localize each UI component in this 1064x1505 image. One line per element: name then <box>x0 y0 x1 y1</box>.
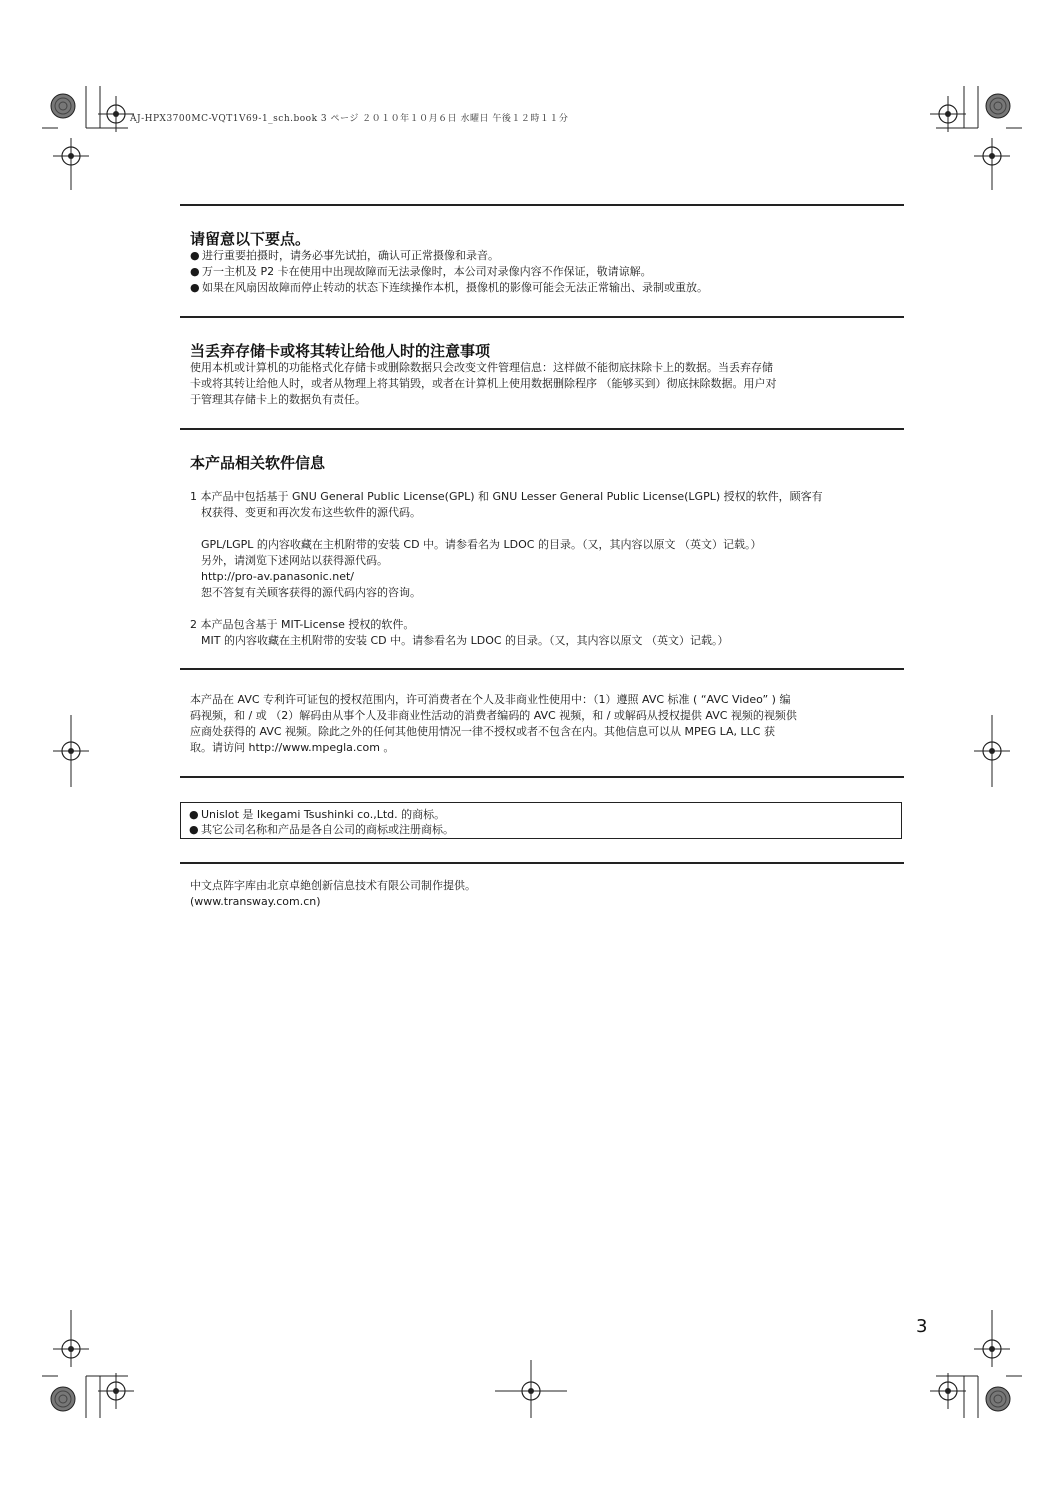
software-item-1: 1 本产品中包括基于 GNU General Public License(GPL) 和 GNU Lesser General Public License(LGPL) 授权的软件，顾客有 权获得、变更和再次发布这些软件的源代码。 <box>190 490 823 519</box>
list-item: ● 其它公司名称和产品是各自公司的商标或注册商标。 <box>189 823 454 836</box>
software-item-1-detail: GPL/LGPL 的内容收藏在主机附带的安装 CD 中。请参看名为 LDOC 的目录。（又，其内容以原文 （英文）记载。） 另外，请浏览下述网站以获得源代码。 http://pro-av.panasonic.net/ 恕不答复有关顾客获得的源代码内容的咨询。 <box>201 538 762 599</box>
list-item: ● 进行重要拍摄时，请务必事先试拍，确认可正常摄像和录音。 <box>190 249 499 262</box>
disposal-text: 使用本机或计算机的功能格式化存储卡或删除数据只会改变文件管理信息：这样做不能彻底抹除卡上的数据。当丢弃存储 卡或将其转让给他人时，或者从物理上将其销毁，或者在计算机上使用数据删除程序 （能够买到）彻底抹除数据。用户对 于管理其存储卡上的数据负有责任。 <box>190 361 777 406</box>
software-item-2: 2 本产品包含基于 MIT-License 授权的软件。 MIT 的内容收藏在主机附带的安装 CD 中。请参看名为 LDOC 的目录。（又，其内容以原文 （英文）记载。） <box>190 618 729 647</box>
bullet-icon: ● <box>190 249 200 262</box>
list-item: ● 如果在风扇因故障而停止转动的状态下连续操作本机，摄像机的影像可能会无法正常输出、录制或重放。 <box>190 281 708 294</box>
disposal-title: 当丢弃存储卡或将其转让给他人时的注意事项 <box>190 342 491 360</box>
page-number: 3 <box>916 1316 928 1337</box>
bullet-icon: ● <box>190 281 200 294</box>
trademark-box <box>180 802 902 839</box>
section-rule <box>180 668 904 670</box>
notes-title: 请留意以下要点。 <box>190 230 311 248</box>
software-title: 本产品相关软件信息 <box>190 454 326 472</box>
file-info-header: AJ-HPX3700MC-VQT1V69-1_sch.book 3 ページ ２０１０年１０月６日 水曜日 午後１２時１１分 <box>130 114 569 124</box>
section-rule <box>180 428 904 430</box>
section-rule <box>180 862 904 864</box>
section-rule <box>180 776 904 778</box>
section-rule <box>180 204 904 206</box>
bullet-icon: ● <box>189 823 199 836</box>
avc-license-text: 本产品在 AVC 专利许可证包的授权范围内，许可消费者在个人及非商业性使用中：（1）遵照 AVC 标准 ( “AVC Video” ) 编 码视频，和 / 或 （2）解码由从事个人及非商业性活动的消费者编码的 AVC 视频，和 / 或解码从授权提供 AVC 视频的视频供 应商处获得的 AVC 视频。除此之外的任何其他使用情况一律不授权或者不包含在内。其他信息可以从 MPEG LA, LLC 获 取。请访问 http://www.mpegla.com 。 <box>190 693 797 754</box>
source-code-link[interactable]: http://pro-av.panasonic.net/ <box>201 570 354 583</box>
bullet-icon: ● <box>189 808 199 821</box>
section-rule <box>180 316 904 318</box>
notes-bullet-list <box>190 248 708 296</box>
bullet-icon: ● <box>190 265 200 278</box>
list-item: ● Unislot 是 Ikegami Tsushinki co.,Ltd. 的商标。 <box>189 808 446 821</box>
list-item: ● 万一主机及 P2 卡在使用中出现故障而无法录像时，本公司对录像内容不作保证，敬请谅解。 <box>190 265 652 278</box>
font-credit-text: 中文点阵字库由北京卓絶创新信息技术有限公司制作提供。 (www.transway.com.cn) <box>190 879 476 908</box>
